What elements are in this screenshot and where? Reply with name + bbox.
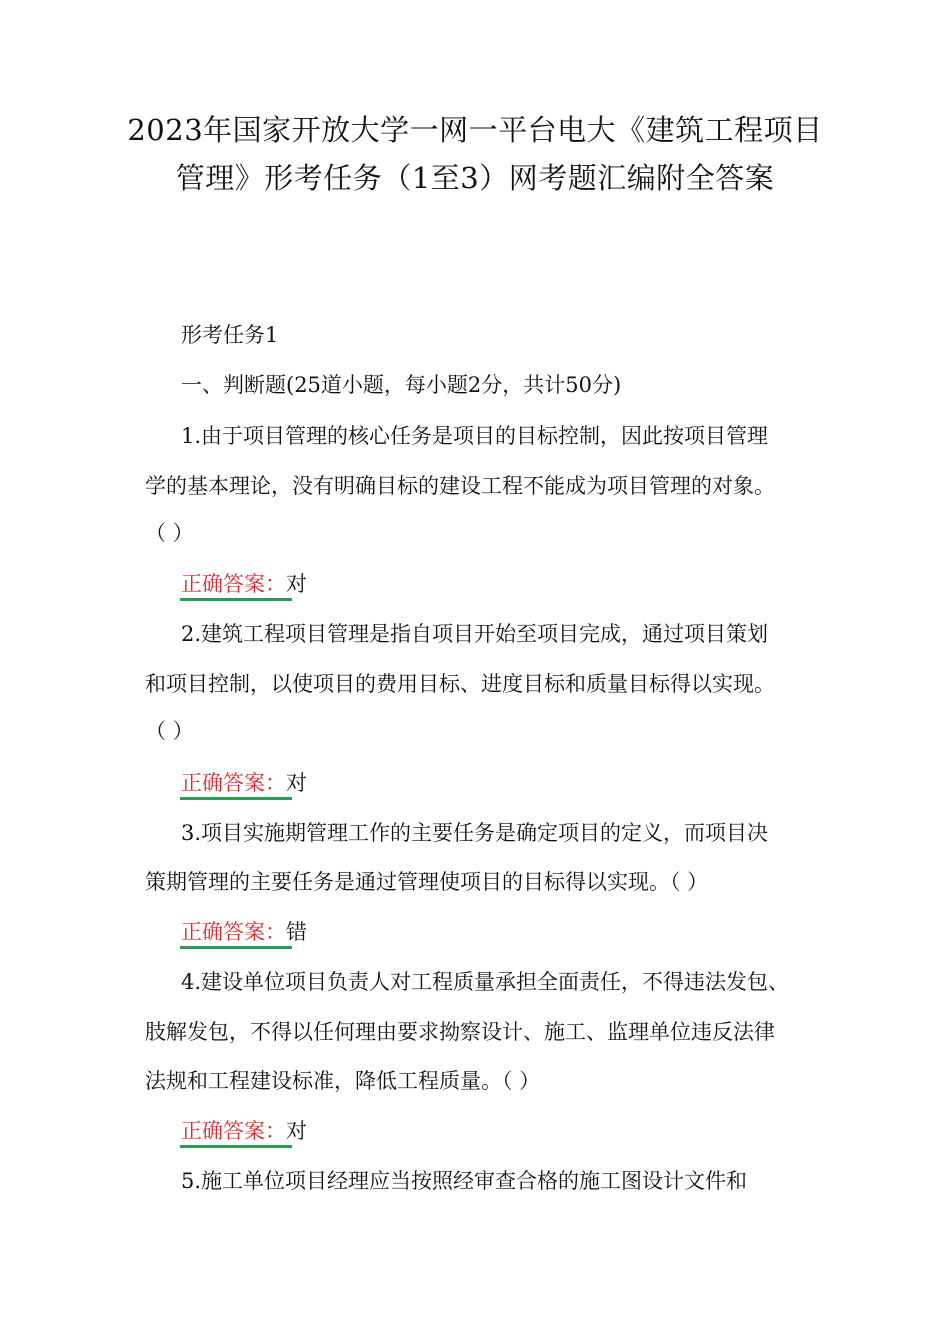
answer-underline [180, 1145, 292, 1148]
question-1-line-2: 学的基本理论，没有明确目标的建设工程不能成为项目管理的对象。 [145, 474, 775, 498]
question-1-line-3: （ ） [145, 521, 194, 545]
question-3-line-2: 策期管理的主要任务是通过管理使项目的目标得以实现。（ ） [145, 870, 709, 894]
question-4-answer [181, 1121, 307, 1142]
question-2-answer [181, 773, 307, 794]
answer-label: 正确答案： [181, 572, 286, 596]
document-title-line-2: 管理》形考任务（1至3）网考题汇编附全答案 [175, 161, 775, 195]
document-title-line-1: 2023年国家开放大学一网一平台电大《建筑工程项目 [127, 113, 823, 147]
question-1-answer [181, 574, 307, 595]
question-2-line-1: 2.建筑工程项目管理是指自项目开始至项目完成，通过项目策划 [181, 622, 769, 646]
question-4-line-3: 法规和工程建设标准，降低工程质量。（ ） [145, 1069, 541, 1093]
answer-label: 正确答案： [181, 1119, 286, 1143]
answer-underline [180, 598, 292, 601]
answer-label: 正确答案： [181, 771, 286, 795]
question-1-line-1: 1.由于项目管理的核心任务是项目的目标控制，因此按项目管理 [181, 424, 769, 448]
answer-value: 错 [286, 920, 307, 944]
question-5-line-1: 5.施工单位项目经理应当按照经审查合格的施工图设计文件和 [181, 1169, 748, 1193]
answer-value: 对 [286, 572, 307, 596]
question-4-line-2: 肢解发包，不得以任何理由要求拗察设计、施工、监理单位违反法律 [145, 1020, 775, 1044]
question-3-answer [181, 922, 307, 943]
question-2-line-3: （ ） [145, 719, 194, 743]
section-title: 形考任务1 [181, 323, 279, 347]
part-heading: 一、判断题(25道小题，每小题2分，共计50分) [181, 373, 622, 397]
question-2-line-2: 和项目控制，以使项目的费用目标、进度目标和质量目标得以实现。 [145, 672, 775, 696]
question-4-line-1: 4.建设单位项目负责人对工程质量承担全面责任，不得违法发包、 [181, 970, 790, 994]
answer-label: 正确答案： [181, 920, 286, 944]
answer-value: 对 [286, 1119, 307, 1143]
question-3-line-1: 3.项目实施期管理工作的主要任务是确定项目的定义，而项目决 [181, 821, 769, 845]
answer-underline [180, 946, 292, 949]
answer-underline [180, 797, 292, 800]
answer-value: 对 [286, 771, 307, 795]
